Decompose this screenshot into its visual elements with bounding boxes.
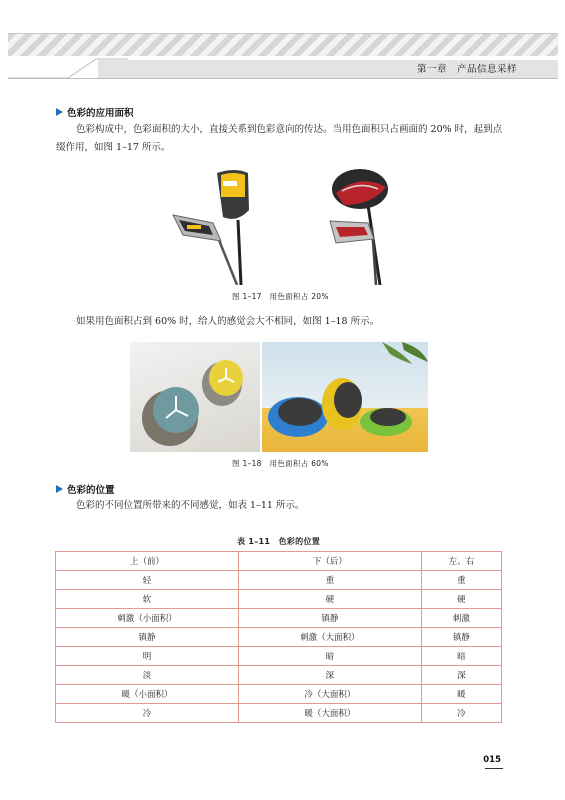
figure-speakers-clock: [130, 342, 260, 452]
table-cell: 刺激（小面积）: [56, 609, 239, 628]
table-cell: 淡: [56, 666, 239, 685]
table-cell: 重: [421, 571, 501, 590]
table-row: [56, 704, 502, 723]
table-row: [56, 666, 502, 685]
table-cell: 刺激（大面积）: [238, 628, 421, 647]
paragraph-area-sixty: 如果用色面积占到 60% 时，给人的感觉会大不相同，如图 1–18 所示。: [76, 316, 380, 327]
table-cell: 冷: [56, 704, 239, 723]
table-cell: 暖（小面积）: [56, 685, 239, 704]
table-cell: 镇静: [238, 609, 421, 628]
paragraph-area-intro: 色彩构成中，色彩面积的大小，直接关系到色彩意向的传达。当用色面积只占画面的 20% 时，起到点缀作用，如图 1–17 所示。: [56, 124, 503, 153]
figure-golf-clubs-red: [320, 165, 395, 285]
table-cell: 深: [238, 666, 421, 685]
header-rule: [8, 78, 558, 79]
page-number-rule: [485, 768, 503, 769]
color-position-table: [55, 551, 502, 723]
table-cell: 暖: [421, 685, 501, 704]
table-row: [56, 628, 502, 647]
table-caption: 表 1–11 色彩的位置: [237, 537, 321, 546]
table-cell: 轻: [56, 571, 239, 590]
table-cell: 重: [238, 571, 421, 590]
table-row: [56, 685, 502, 704]
table-header-row: [56, 552, 502, 571]
table-cell: 硬: [421, 590, 501, 609]
section-heading-text: 色彩的应用面积: [67, 108, 134, 119]
page-number: 015: [483, 755, 501, 765]
header-cell: 上（前）: [56, 552, 239, 571]
table-cell: 软: [56, 590, 239, 609]
header-cell: 下（后）: [238, 552, 421, 571]
table-row: [56, 590, 502, 609]
triangle-bullet-icon: [56, 485, 63, 493]
figure-17-caption: 图 1–17 用色面积占 20%: [232, 292, 329, 301]
table-cell: 暗: [238, 647, 421, 666]
section-heading-text: 色彩的位置: [67, 485, 115, 496]
table-row: [56, 571, 502, 590]
paragraph-position: 色彩的不同位置所带来的不同感觉，如表 1–11 所示。: [76, 500, 305, 511]
header-stripe-band: [8, 33, 558, 56]
table-cell: 冷: [421, 704, 501, 723]
figure-18-caption: 图 1–18 用色面积占 60%: [232, 459, 329, 468]
table-cell: 深: [421, 666, 501, 685]
table-cell: 暗: [421, 647, 501, 666]
header-cell: 左、右: [421, 552, 501, 571]
table-cell: 镇静: [56, 628, 239, 647]
table-cell: 镇静: [421, 628, 501, 647]
section-heading-position: [56, 482, 115, 496]
table-row: [56, 609, 502, 628]
table-cell: 暖（大面积）: [238, 704, 421, 723]
figure-golf-clubs-yellow: [165, 165, 260, 285]
table-cell: 明: [56, 647, 239, 666]
table-cell: 刺激: [421, 609, 501, 628]
triangle-bullet-icon: [56, 108, 63, 116]
section-heading-area: [56, 105, 134, 119]
chapter-title: 第一章 产品信息采样: [416, 64, 517, 75]
figure-speakers-color: [262, 342, 428, 452]
table-cell: 冷（大面积）: [238, 685, 421, 704]
table-row: [56, 647, 502, 666]
table-cell: 硬: [238, 590, 421, 609]
